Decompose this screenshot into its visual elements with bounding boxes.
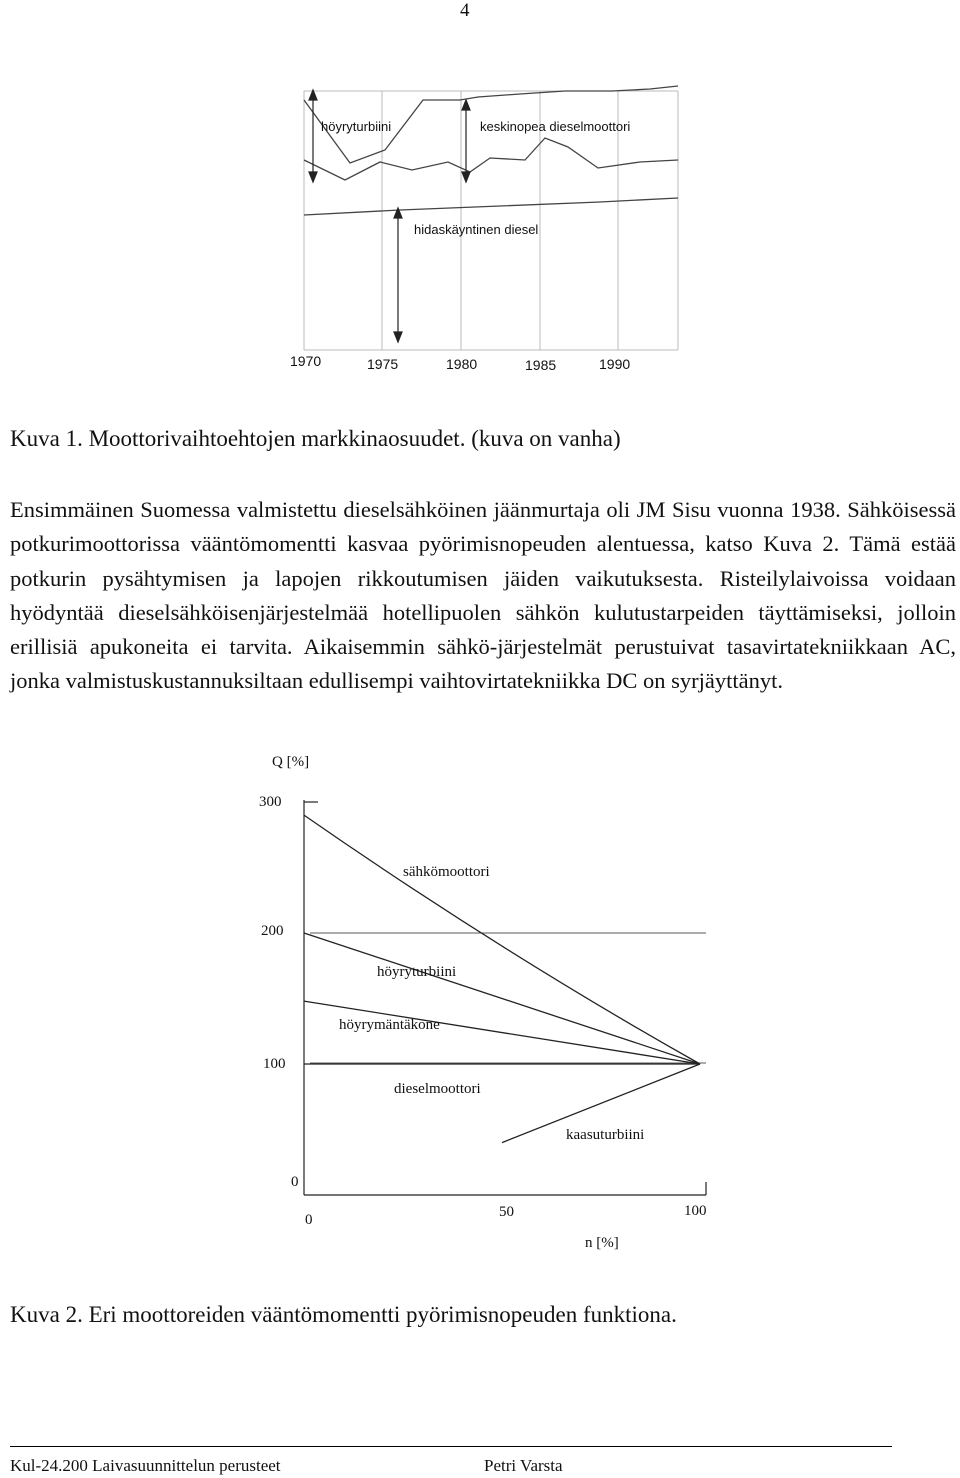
x-tick-label: 1980 bbox=[446, 356, 478, 372]
series-line-slow-speed-diesel bbox=[304, 198, 678, 215]
arrow-head-down bbox=[462, 172, 470, 182]
y-axis-label: Q [%] bbox=[272, 754, 310, 770]
figure-2-torque-chart bbox=[0, 740, 960, 1280]
page-number: 4 bbox=[460, 0, 470, 21]
x-tick-label: 100 bbox=[684, 1203, 707, 1219]
y-tick-label: 0 bbox=[291, 1174, 299, 1190]
x-tick-label: 1990 bbox=[599, 356, 631, 372]
footer-course: Kul-24.200 Laivasuunnittelun perusteet bbox=[10, 1456, 281, 1475]
curve-label-diesel-engine: dieselmoottori bbox=[394, 1081, 481, 1097]
x-tick-label: 50 bbox=[499, 1204, 514, 1220]
body-paragraph: Ensimmäinen Suomessa valmistettu dieselsähköinen jäänmurtaja oli JM Sisu vuonna 1938. Sähköisessä potkurimoottorissa vääntömomentti kasvaa pyörimisnopeuden alentuessa, katso Kuva 2. Tämä estää potkurin pysähtymisen ja lapojen rikkoutumisen jäiden vaikutuksesta. Risteilylaivoissa voidaan hyödyntää dieselsähköisenjärjestelmää hotellipuolen sähkön kulutustarpeiden täyttämiseksi, jolloin erillisiä apukoneita ei tarvita. Aikaisemmin sähkö-järjestelmät perustuivat tasavirtatekniikkaan AC, jonka valmistuskustannuksiltaan edullisempi vaihtovirtatekniikka DC on syrjäyttänyt. bbox=[10, 497, 956, 694]
curve-höyryturbiini bbox=[304, 933, 700, 1064]
curve-label-steam-turbine: höyryturbiini bbox=[377, 964, 457, 980]
footer-divider bbox=[10, 1446, 892, 1447]
curve-label-gas-turbine: kaasuturbiini bbox=[566, 1127, 645, 1143]
x-tick-label: 1975 bbox=[367, 356, 399, 372]
arrow-head-down bbox=[394, 332, 402, 342]
y-tick-label: 200 bbox=[261, 923, 284, 939]
figure-1-market-share-chart bbox=[0, 0, 960, 400]
figure-2-caption: Kuva 2. Eri moottoreiden vääntömomentti pyörimisnopeuden funktiona. bbox=[10, 1302, 677, 1327]
footer-author: Petri Varsta bbox=[484, 1456, 563, 1475]
x-axis-label: n [%] bbox=[585, 1235, 619, 1251]
arrow-head-down bbox=[309, 172, 317, 182]
label-steam-turbine: höyryturbiini bbox=[321, 119, 392, 134]
x-tick-label: 1970 bbox=[290, 353, 322, 369]
x-tick-label: 1985 bbox=[525, 357, 557, 373]
x-tick-label: 0 bbox=[305, 1212, 313, 1228]
curve-label-electric-motor: sähkömoottori bbox=[403, 864, 490, 880]
y-tick-label: 100 bbox=[263, 1056, 286, 1072]
figure-1-caption: Kuva 1. Moottorivaihtoehtojen markkinaosuudet. (kuva on vanha) bbox=[10, 426, 621, 451]
y-tick-label: 300 bbox=[259, 794, 282, 810]
label-slow-speed-diesel: hidaskäyntinen diesel bbox=[414, 222, 539, 237]
curve-label-steam-engine: höyrymäntäkone bbox=[339, 1017, 440, 1033]
arrow-head-up bbox=[462, 100, 470, 110]
label-medium-speed-diesel: keskinopea dieselmoottori bbox=[480, 119, 631, 134]
